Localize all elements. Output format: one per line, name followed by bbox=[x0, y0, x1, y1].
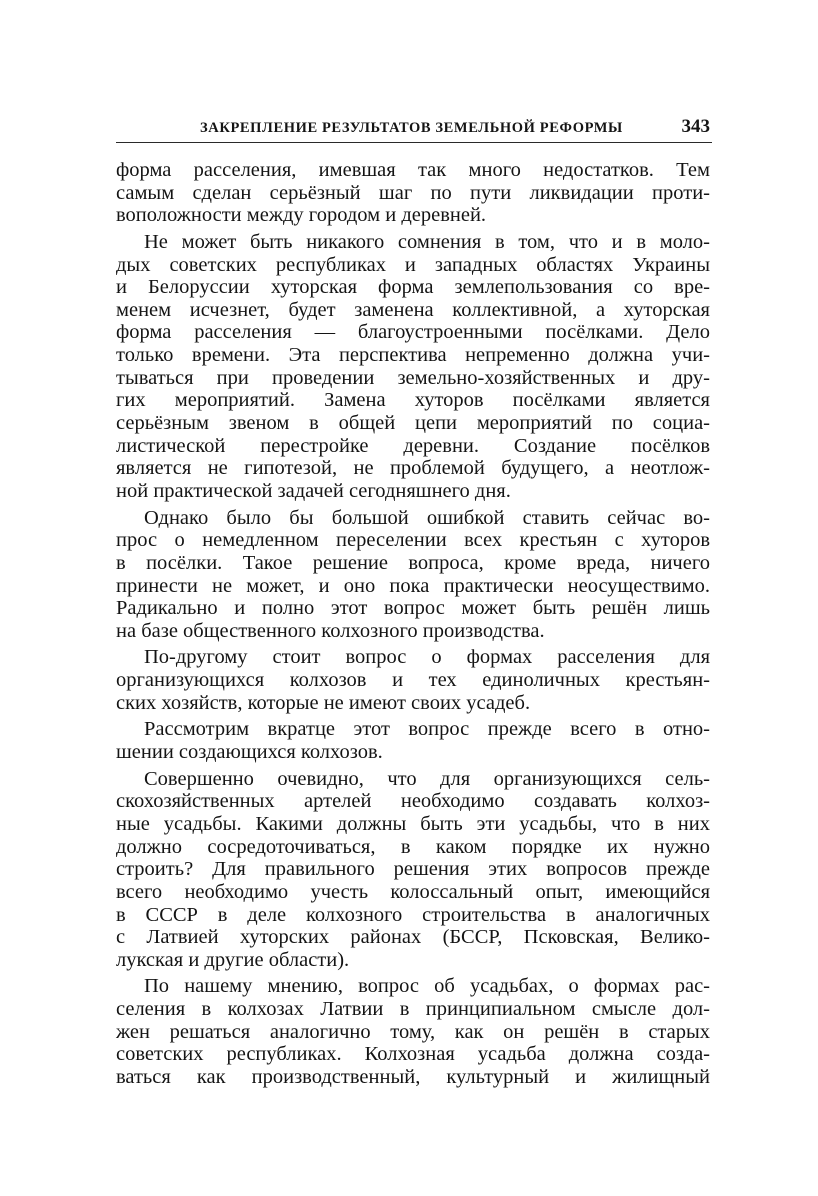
text-line: шении создающихся колхозов. bbox=[116, 741, 383, 764]
text-line: гих мероприятий. Замена хуторов посёлками является bbox=[116, 389, 710, 412]
text-line: воположности между городом и деревней. bbox=[116, 204, 487, 227]
text-line: ной практической задачей сегодняшнего дня. bbox=[116, 479, 511, 502]
text-line: с Латвией хуторских районах (БССР, Псковская, Велико- bbox=[116, 926, 710, 949]
text-line: ные усадьбы. Какими должны быть эти усадьбы, что в них bbox=[116, 812, 710, 835]
page-number: 343 bbox=[681, 116, 710, 137]
text-line: лукская и другие области). bbox=[116, 948, 350, 971]
text-line: дых советских республиках и западных областях Украины bbox=[116, 253, 710, 276]
text-line: организующихся колхозов и тех единоличных крестьян- bbox=[116, 669, 710, 692]
text-line: принести не может, и оно пока практически неосуществимо. bbox=[116, 574, 710, 597]
text-line: ских хозяйств, которые не имеют своих усадеб. bbox=[116, 691, 531, 714]
text-line: Не может быть никакого сомнения в том, что и в моло- bbox=[144, 230, 710, 253]
text-line: По нашему мнению, вопрос об усадьбах, о формах рас- bbox=[144, 975, 710, 998]
text-line: на базе общественного колхозного производства. bbox=[116, 619, 545, 642]
text-line: форма расселения, имевшая так много недостатков. Тем bbox=[116, 159, 710, 181]
text-line: менем исчезнет, будет заменена коллективной, а хуторская bbox=[116, 298, 710, 321]
text-line: является не гипотезой, не проблемой будущего, а неотлож- bbox=[116, 457, 710, 480]
text-line: скохозяйственных артелей необходимо создавать колхоз- bbox=[116, 790, 710, 813]
text-line: и Белоруссии хуторская форма землепользования со вре- bbox=[116, 276, 710, 299]
text-line: только времени. Эта перспектива непременно должна учи- bbox=[116, 344, 710, 367]
text-line: серьёзным звеном в общей цепи мероприятий по социа- bbox=[116, 412, 710, 435]
text-line: ваться как производственный, культурный и жилищный bbox=[116, 1065, 710, 1088]
text-line: в СССР в деле колхозного строительства в аналогичных bbox=[116, 903, 710, 926]
text-line: в посёлки. Такое решение вопроса, кроме вреда, ничего bbox=[116, 551, 710, 574]
text-line: Радикально и полно этот вопрос может быть решён лишь bbox=[116, 597, 710, 620]
text-line: должно сосредоточиваться, в каком порядке их нужно bbox=[116, 835, 710, 858]
text-line: строить? Для правильного решения этих вопросов прежде bbox=[116, 858, 710, 881]
text-line: жен решаться аналогично тому, как он решён в старых bbox=[116, 1020, 710, 1043]
paragraph bbox=[116, 646, 710, 714]
text-line: Рассмотрим вкратце этот вопрос прежде всего в отно- bbox=[144, 718, 710, 741]
text-line: тываться при проведении земельно-хозяйственных и дру- bbox=[116, 366, 710, 389]
text-line: форма расселения — благоустроенными посёлками. Дело bbox=[116, 321, 710, 344]
text-line: Однако было бы большой ошибкой ставить сейчас во- bbox=[144, 506, 710, 529]
paragraph bbox=[116, 231, 710, 503]
text-line: всего необходимо учесть колоссальный опыт, имеющийся bbox=[116, 880, 710, 903]
paragraph bbox=[116, 768, 710, 972]
text-line: селения в колхозах Латвии в принципиальном смысле дол- bbox=[116, 998, 710, 1021]
running-head bbox=[116, 112, 712, 143]
running-head-title: ЗАКРЕПЛЕНИЕ РЕЗУЛЬТАТОВ ЗЕМЕЛЬНОЙ РЕФОРМЫ bbox=[200, 120, 623, 136]
text-line: листической перестройке деревни. Создание посёлков bbox=[116, 434, 710, 457]
text-line: По-другому стоит вопрос о формах расселения для bbox=[144, 646, 710, 669]
text-line: самым сделан серьёзный шаг по пути ликвидации проти- bbox=[116, 181, 710, 204]
text-line: прос о немедленном переселении всех крестьян с хуторов bbox=[116, 529, 710, 552]
paragraph bbox=[116, 975, 710, 1088]
paragraph bbox=[116, 507, 710, 643]
text-line: советских республиках. Колхозная усадьба должна созда- bbox=[116, 1043, 710, 1066]
text-line: Совершенно очевидно, что для организующихся сель- bbox=[144, 767, 710, 790]
paragraph bbox=[116, 159, 710, 227]
paragraph bbox=[116, 718, 710, 763]
body-text bbox=[116, 159, 710, 1089]
